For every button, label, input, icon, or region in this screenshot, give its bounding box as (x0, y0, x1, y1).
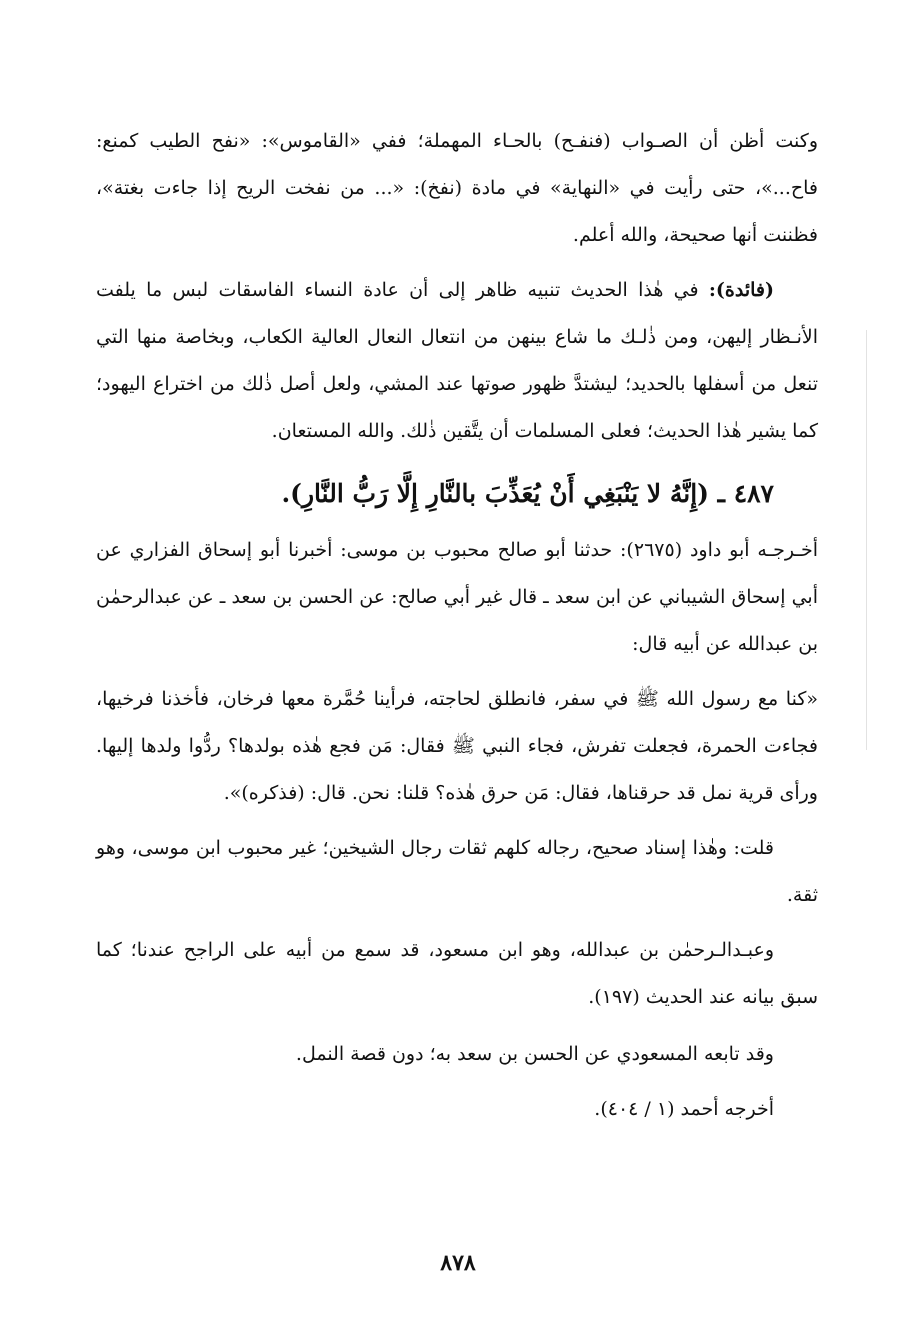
page-body (96, 118, 818, 1133)
paragraph-isnad-grading: قلت: وهٰذا إسناد صحيح، رجاله كلهم ثقات رجال الشيخين؛ غير محبوب ابن موسى، وهو ثقة. (96, 837, 818, 906)
paragraph-takhrij: أخـرجـه أبو داود (٢٦٧٥): حدثنا أبو صالح محبوب بن موسى: أخبرنا أبو إسحاق الفزاري عن أبي إسحاق الشيباني عن ابن سعد ـ قال غير أبي صالح: عن الحسن بن سعد ـ عن عبدالرحمٰن بن عبدالله عن أبيه قال: (96, 539, 818, 655)
paragraph-ahmad-reference: أخرجه أحمد (١ / ٤٠٤). (594, 1098, 774, 1120)
paragraph-hadith-text: «كنا مع رسول الله ﷺ في سفر، فانطلق لحاجته، فرأينا حُمَّرة معها فرخان، فأخذنا فرخيها، فجاءت الحمرة، فجعلت تفرش، فجاء النبي ﷺ فقال: مَن فجع هٰذه بولدها؟ ردُّوا ولدها إليها. ورأى قرية نمل قد حرقناها، فقال: مَن حرق هٰذه؟ قلنا: نحن. قال: (فذكره)». (96, 688, 818, 804)
benefit-label: (فائدة): (708, 279, 774, 301)
margin-line (866, 330, 867, 750)
paragraph-corroboration: وقد تابعه المسعودي عن الحسن بن سعد به؛ دون قصة النمل. (295, 1043, 774, 1065)
hadith-heading: ٤٨٧ ـ (إِنَّهُ لا يَنْبَغِي أَنْ يُعَذِّبَ بالنَّارِ إِلَّا رَبُّ النَّارِ). (281, 479, 774, 508)
benefit-text: في هٰذا الحديث تنبيه ظاهر إلى أن عادة النساء الفاسقات لبس ما يلفت الأنـظار إليهن، ومن ذٰلـك ما شاع بينهن من انتعال النعال العالية الكعاب، وبخاصة منها التي تنعل من أسفلها بالحديد؛ ليشتدَّ ظهور صوتها عند المشي، ولعل أصل ذٰلك من اختراع اليهود؛ كما يشير هٰذا الحديث؛ فعلى المسلمات أن يتَّقين ذٰلك. والله المستعان. (96, 279, 818, 442)
page-number: ٨٧٨ (440, 1250, 476, 1276)
paragraph-correction-note: وكنت أظن أن الصـواب (فنفـح) بالحـاء المهملة؛ ففي «القاموس»: «نفح الطيب كمنع: فاح...»، حتى رأيت في «النهاية» في مادة (نفخ): «... من نفخت الريح إذا جاءت بغتة»، فظننت أنها صحيحة، والله أعلم. (96, 130, 818, 246)
paragraph-narrator-note: وعبـدالـرحمٰن بن عبدالله، وهو ابن مسعود، قد سمع من أبيه على الراجح عندنا؛ كما سبق بيانه عند الحديث (١٩٧). (96, 939, 818, 1008)
paragraph-benefit-note (96, 267, 818, 455)
